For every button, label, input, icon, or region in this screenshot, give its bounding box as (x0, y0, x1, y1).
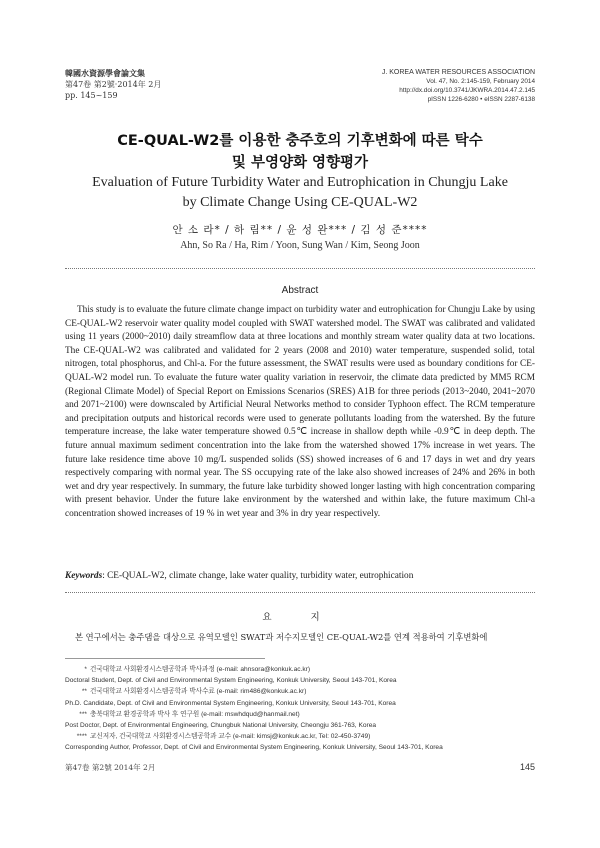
footnote-3 (65, 709, 545, 731)
journal-pages: pp. 145~159 (65, 91, 118, 100)
footnote-mark: ** (81, 688, 87, 696)
abstract-heading: Abstract (281, 285, 319, 296)
footnote-mark: **** (76, 733, 87, 741)
journal-issue-ko: 第47卷 第2號·2014年 2月 (65, 80, 162, 89)
korean-abstract-heading: 요 지 (262, 612, 338, 623)
paper-title-english (0, 173, 600, 213)
title-en-line-1: Evaluation of Future Turbidity Water and Eutrophication in Chungju Lake (92, 175, 508, 190)
footnote-line: Ph.D. Candidate, Dept. of Civil and Environmental System Engineering, Konkuk University, Seoul 143-701, Korea (65, 699, 396, 707)
title-en-line-2: by Climate Change Using CE-QUAL-W2 (182, 195, 418, 210)
journal-header-left (65, 68, 161, 101)
keywords-label: Keywords (65, 571, 103, 581)
authors-korean: 안 소 라* / 하 림** / 윤 성 완*** / 김 성 준**** (172, 224, 428, 236)
footnote-rule (65, 658, 265, 659)
footnote-4 (65, 731, 545, 753)
footnote-mark: *** (79, 710, 87, 718)
paper-title-korean (0, 130, 600, 174)
journal-title-en: J. KOREA WATER RESOURCES ASSOCIATION (381, 69, 535, 76)
journal-title-ko: 韓國水資源學會論文集 (65, 69, 145, 78)
footnote-line: 건국대학교 사회환경시스템공학과 박사과정 (e-mail: ahnsora@konkuk.ac.kr) (90, 666, 311, 673)
footnote-line: 건국대학교 사회환경시스템공학과 박사수료 (e-mail: rim486@konkuk.ac.kr) (90, 688, 307, 696)
footnote-mark: * (84, 666, 87, 673)
title-ko-line-1: CE-QUAL-W2를 이용한 충주호의 기후변화에 따른 탁수 (117, 133, 483, 149)
footnote-line: Doctoral Student, Dept. of Civil and Environmental System Engineering, Konkuk University, Seoul 143-701, Korea (65, 677, 397, 685)
footnote-line (65, 742, 545, 753)
corresponding-author-label: Corresponding Author (65, 744, 129, 752)
divider-top (65, 268, 535, 269)
doi-link[interactable]: http://dx.doi.org/10.3741/JKWRA.2014.47.2.145 (399, 87, 535, 94)
footnote-line-rest: , Professor, Dept. of Civil and Environmental System Engineering, Konkuk University, Seoul 143-701, Korea (128, 744, 443, 752)
footnotes (65, 664, 545, 754)
title-ko-line-2: 및 부영양화 영향평가 (231, 155, 369, 171)
korean-abstract-text: 본 연구에서는 충주댐을 대상으로 유역모델인 SWAT과 저수지모델인 CE-QUAL-W2를 연계 적용하여 기후변화에 (75, 632, 488, 642)
footnote-line: Post Doctor, Dept. of Environmental Engineering, Chungbuk National University, Cheongju 361-763, Korea (65, 722, 377, 730)
footnote-2 (65, 686, 545, 708)
issn: pISSN 1226-6280 • eISSN 2287-6138 (427, 96, 535, 103)
keywords (65, 571, 535, 581)
authors-english: Ahn, So Ra / Ha, Rim / Yoon, Sung Wan / Kim, Seong Joon (180, 240, 420, 251)
journal-volume: Vol. 47, No. 2:145-159, February 2014 (426, 78, 535, 85)
footnote-1 (65, 664, 545, 686)
footnote-line: 교신저자, 건국대학교 사회환경시스템공학과 교수 (e-mail: kimsj@konkuk.ac.kr, Tel: 02-450-3749) (90, 733, 371, 741)
footer-issue: 第47卷 第2號 2014年 2月 (65, 763, 156, 772)
page-number: 145 (519, 762, 535, 772)
journal-header-right (382, 68, 535, 104)
keywords-list: : CE-QUAL-W2, climate change, lake water quality, turbidity water, eutrophication (102, 571, 414, 581)
divider-middle (65, 592, 535, 593)
footnote-line: 충북대학교 환경공학과 박사 후 연구원 (e-mail: mswhdqud@hanmail.net) (90, 710, 300, 718)
abstract-text: This study is to evaluate the future climate change impact on turbidity water and eutrophication for Chungju Lake by using CE-QUAL-W2 reservoir water quality model coupled with SWAT watershed model. The SWAT was calibrated and validated using 11 years (2000~2010) daily streamflow data at three locations and monthly stream water quality data at two locations. The CE-QUAL-W2 was calibrated and validated for 2 years (2008 and 2010) water temperature, suspended solid, total nitrogen, total phosphorus, and Chl-a. For the future assessment, the SWAT results were used as boundary conditions for CE-QUAL-W2 model run. To evaluate the future water quality variation in reservoir, the climate data predicted by MM5 RCM (Regional Climate Model) of Special Report on Emissions Scenarios (SRES) A1B for three periods (2013~2040, 2041~2070 and 2071~2100) were downscaled by Artificial Neural Networks method to consider Typhoon effect. The RCM temperature and precipitation outputs and historical records were used to generate pollutants loading from the watershed. By the future temperature increase, the lake water temperature showed 0.5℃ increase in shallow depth while -0.9℃ in deep depth. The future annual maximum sediment concentration into the lake from the watershed showed 17% increase in wet years. The future lake residence time above 10 mg/L suspended solids (SS) showed increases of 6 and 17 days in wet and dry years respectively comparing with normal year. The SS occupying rate of the lake also showed increases of 24% and 26% in both wet and dry year respectively. In summary, the future lake turbidity showed longer lasting with high concentration comparing with present behavior. Under the future lake environment by the watershed and within lake, the future maximum Chl-a concentration showed increases of 19 % in wet year and 3% in dry year respectively. (65, 305, 535, 519)
